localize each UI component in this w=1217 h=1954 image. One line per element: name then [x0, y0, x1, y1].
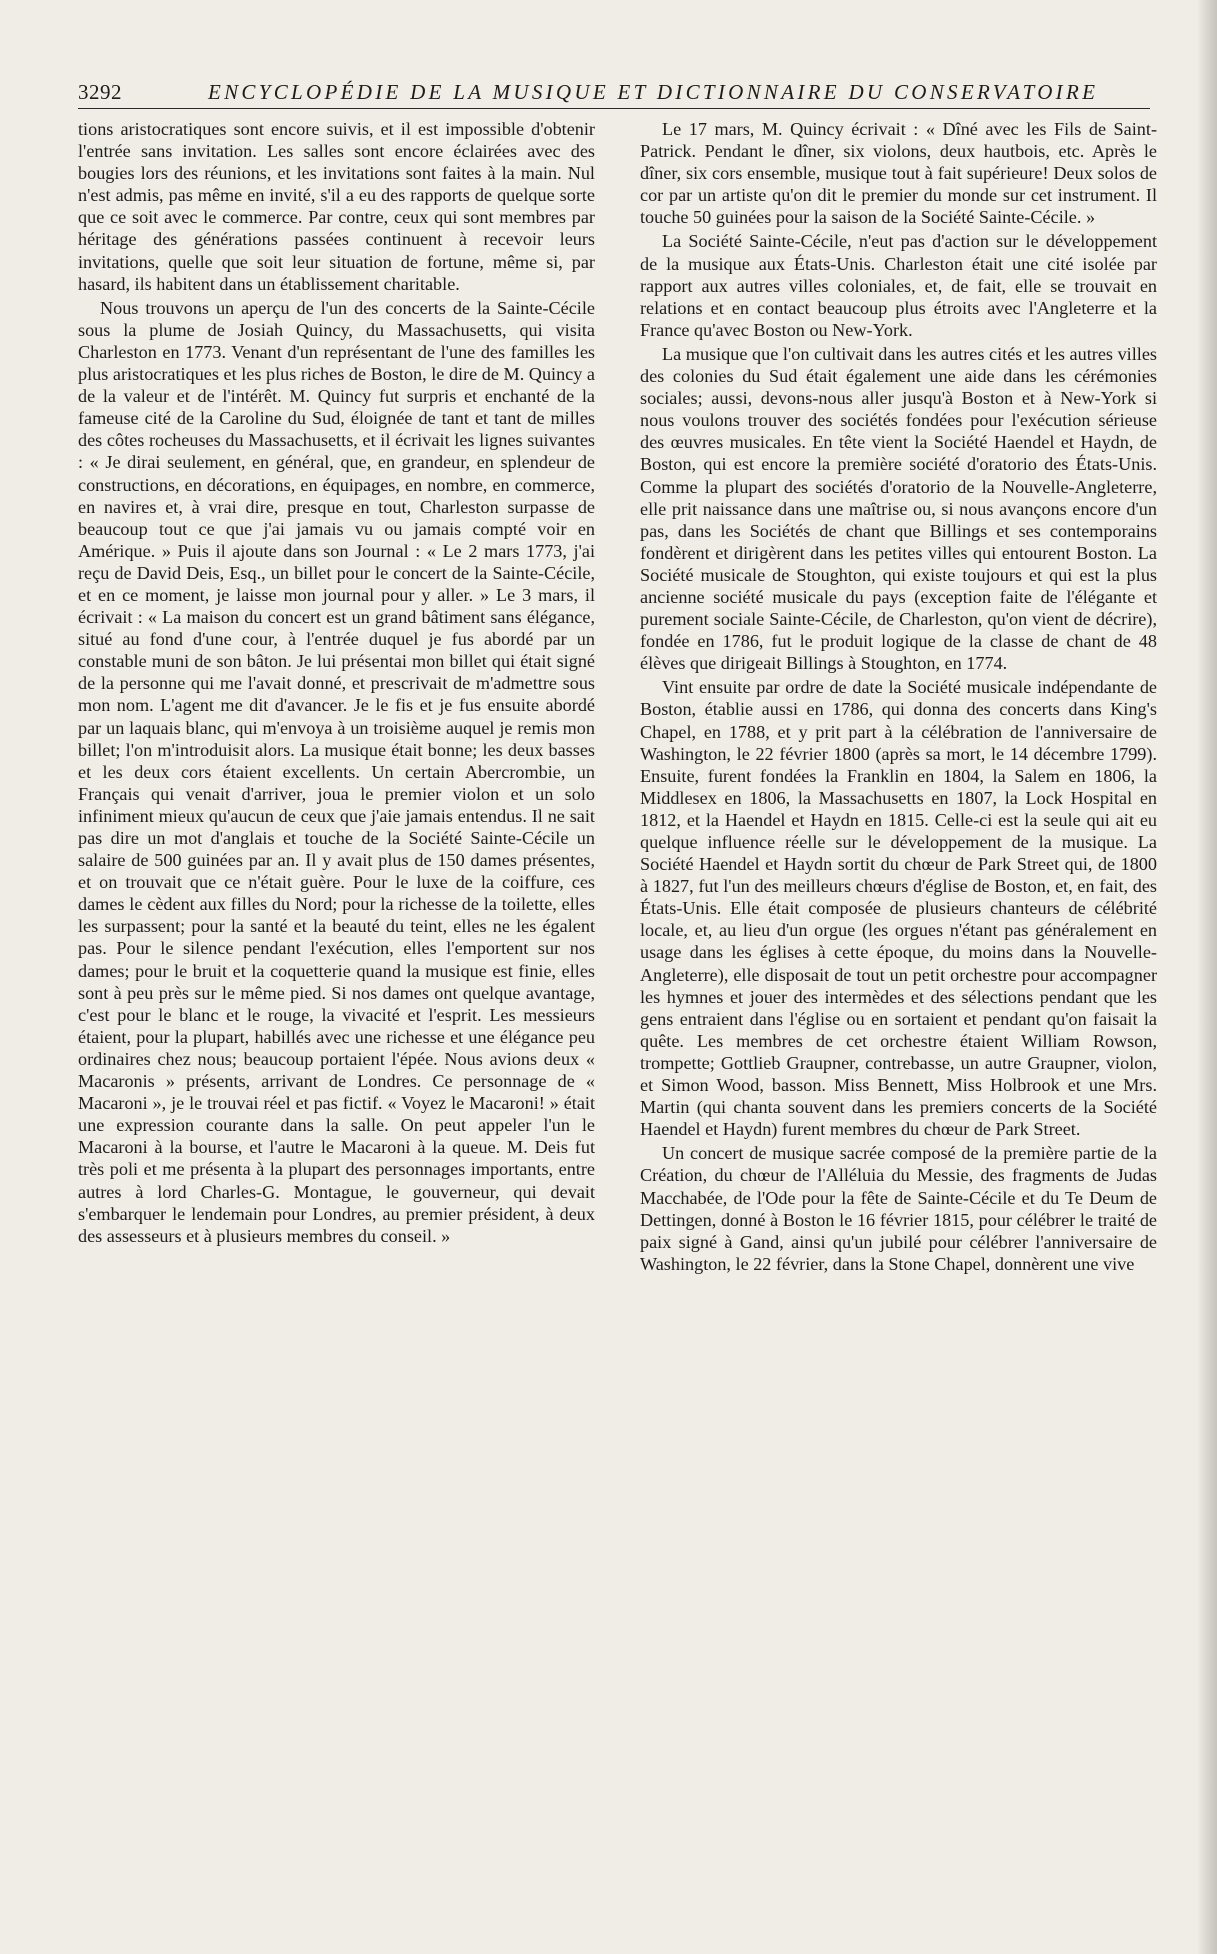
page-edge-shadow	[1197, 0, 1217, 1954]
right-column	[640, 118, 1157, 1275]
paragraph: La musique que l'on cultivait dans les autres cités et les autres villes des colonies du Sud était également une aide dans les cérémonies sociales; aussi, devons-nous aller jusqu'à Boston et à New-York si nous voulons trouver des sociétés fondées pour l'exécution sérieuse des œuvres musicales. En tête vient la Société Haendel et Haydn, de Boston, qui est encore la première société d'oratorio des États-Unis. Comme la plupart des sociétés d'oratorio de la Nouvelle-Angleterre, elle prit naissance dans une maîtrise ou, si nous avançons encore d'un pas, dans les Sociétés de chant que Billings et ses contemporains fondèrent et dirigèrent dans les petites villes qui entourent Boston. La Société musicale de Stoughton, qui existe toujours et qui est la plus ancienne société musicale du pays (exception faite de l'élégante et purement sociale Sainte-Cécile, de Charleston, qu'on vient de décrire), fondée en 1786, fut le produit logique de la classe de chant de 48 élèves que dirigeait Billings à Stoughton, en 1774.	[640, 343, 1157, 674]
paragraph: tions aristocratiques sont encore suivis, et il est impossible d'obtenir l'entrée sans invitation. Les salles sont encore éclairées avec des bougies lors des réunions, et les invitations sont faites à la main. Nul n'est admis, pas même en invité, s'il a eu des rapports de quelque sorte que ce soit avec le commerce. Par contre, ceux qui sont membres par héritage des générations passées continuent à recevoir leurs invitations, quelle que soit leur situation de fortune, même si, par hasard, ils habitent dans un établissement charitable.	[78, 119, 595, 294]
paragraph: Nous trouvons un aperçu de l'un des concerts de la Sainte-Cécile sous la plume de Josiah Quincy, du Massachusetts, qui visita Charleston en 1773. Venant d'un représentant de l'une des familles les plus aristocratiques et les plus riches de Boston, le dire de M. Quincy a de la valeur et de l'intérêt. M. Quincy fut surpris et enchanté de la fameuse cité de la Caroline du Sud, éloignée de tant et tant de milles des côtes rocheuses du Massachusetts, et il écrivait les lignes suivantes : « Je dirai seulement, en général, que, en grandeur, en splendeur de constructions, en décorations, en équipages, en nombre, en commerce, en navires et, à vrai dire, presque en tout, Charleston surpasse de beaucoup tout ce que j'ai jamais vu ou jamais compté voir en Amérique. » Puis il ajoute dans son Journal : « Le 2 mars 1773, j'ai reçu de David Deis, Esq., un billet pour le concert de la Sainte-Cécile, et en ce moment, je laisse mon journal pour y aller. » Le 3 mars, il écrivait : « La maison du concert est un grand bâtiment sans élégance, situé au fond d'une cour, à l'entrée duquel je fus abordé par un constable muni de son bâton. Je lui présentai mon billet qui était signé de la personne qui me l'avait donné, et prescrivait de m'admettre sous mon nom. L'agent me dit d'avancer. Je le fis et je fus ensuite abordé par un laquais blanc, qui m'envoya à un troisième auquel je remis mon billet; l'on m'introduisit alors. La musique était bonne; les deux basses et les deux cors étaient excellents. Un certain Abercrombie, un Français qui venait d'arriver, joua le premier violon et un solo infiniment mieux qu'aucun de ceux que j'aie jamais entendus. Il ne sait pas dire un mot d'anglais et touche de la Société Sainte-Cécile un salaire de 500 guinées par an. Il y avait plus de 150 dames présentes, et on trouvait que ce n'était guère. Pour le luxe de la coiffure, ces dames le cèdent aux filles du Nord; pour la richesse de la toilette, elles les surpassent; pour la santé et la beauté du teint, elles ne les égalent pas. Pour le silence pendant l'exécution, elles l'emportent sur nos dames; pour le bruit et la coquetterie quand la musique est finie, elles sont à peu près sur le même pied. Si nos dames ont quelque avantage, c'est pour le blanc et le rouge, la vivacité et l'esprit. Les messieurs étaient, pour la plupart, habillés avec une richesse et une élégance peu ordinaires chez nous; beaucoup portaient l'épée. Nous avions deux « Macaronis » présents, arrivant de Londres. Ce personnage de « Macaroni », je le trouvai réel et pas fictif. « Voyez le Macaroni! » était une expression courante dans la salle. On peut appeler l'un le Macaroni à la bourse, et l'autre le Macaroni à la queue. M. Deis fut très poli et me présenta à la plupart des personnages importants, entre autres à lord Charles-G. Montague, le gouverneur, qui devait s'embarquer le lendemain pour Londres, au premier président, à deux des assesseurs et à plusieurs membres du conseil. »	[78, 297, 595, 1246]
paragraph: Vint ensuite par ordre de date la Société musicale indépendante de Boston, établie aussi en 1786, qui donna des concerts dans King's Chapel, en 1788, et y prit part à la célébration de l'anniversaire de Washington, le 22 février 1800 (après sa mort, le 14 décembre 1799). Ensuite, furent fondées la Franklin en 1804, la Salem en 1806, la Middlesex en 1806, la Massachusetts en 1807, la Lock Hospital en 1812, et la Haendel et Haydn en 1815. Celle-ci est la seule qui ait eu quelque influence réelle sur le développement de la musique. La Société Haendel et Haydn sortit du chœur de Park Street qui, de 1800 à 1827, fut l'un des meilleurs chœurs d'église de Boston, et, en fait, des États-Unis. Elle était composée de plusieurs chanteurs de célébrité locale, et, au lieu d'un orgue (les orgues n'étant pas généralement en usage dans les églises à cette époque, du moins dans la Nouvelle-Angleterre), elle disposait de tout un petit orchestre pour accompagner les hymnes et jouer des intermèdes et des sélections pendant que les gens entraient dans l'église ou en sortaient et pendant qu'on faisait la quête. Les membres de cet orchestre étaient William Rowson, trompette; Gottlieb Graupner, contrebasse, un autre Graupner, violon, et Simon Wood, basson. Miss Bennett, Miss Holbrook et une Mrs. Martin (qui chanta souvent dans les premiers concerts de la Société Haendel et Haydn) furent membres du chœur de Park Street.	[640, 677, 1157, 1140]
paragraph: Un concert de musique sacrée composé de la première partie de la Création, du chœur de l'Alléluia du Messie, des fragments de Judas Macchabée, de l'Ode pour la fête de Sainte-Cécile et du Te Deum de Dettingen, donné à Boston le 16 février 1815, pour célébrer le traité de paix signé à Gand, ainsi qu'un jubilé pour célébrer l'anniversaire de Washington, le 22 février, dans la Stone Chapel, donnèrent une vive	[640, 1143, 1157, 1274]
left-column	[78, 118, 595, 1247]
page-header	[78, 78, 1150, 109]
page-number: 3292	[78, 80, 122, 104]
running-title: ENCYCLOPÉDIE DE LA MUSIQUE ET DICTIONNAIRE DU CONSERVATOIRE	[208, 80, 1099, 104]
paragraph: La Société Sainte-Cécile, n'eut pas d'action sur le développement de la musique aux États-Unis. Charleston était une cité isolée par rapport aux autres villes coloniales, et, de fait, elle se trouvait en relations et en contact beaucoup plus étroits avec l'Angleterre et la France qu'avec Boston ou New-York.	[640, 231, 1157, 340]
paragraph: Le 17 mars, M. Quincy écrivait : « Dîné avec les Fils de Saint-Patrick. Pendant le dîner, six violons, deux hautbois, etc. Après le dîner, six cors ensemble, musique tout à fait supérieure! Deux solos de cor par un artiste qu'on dit le premier du monde sur cet instrument. Il touche 50 guinées pour la saison de la Société Sainte-Cécile. »	[640, 119, 1157, 228]
